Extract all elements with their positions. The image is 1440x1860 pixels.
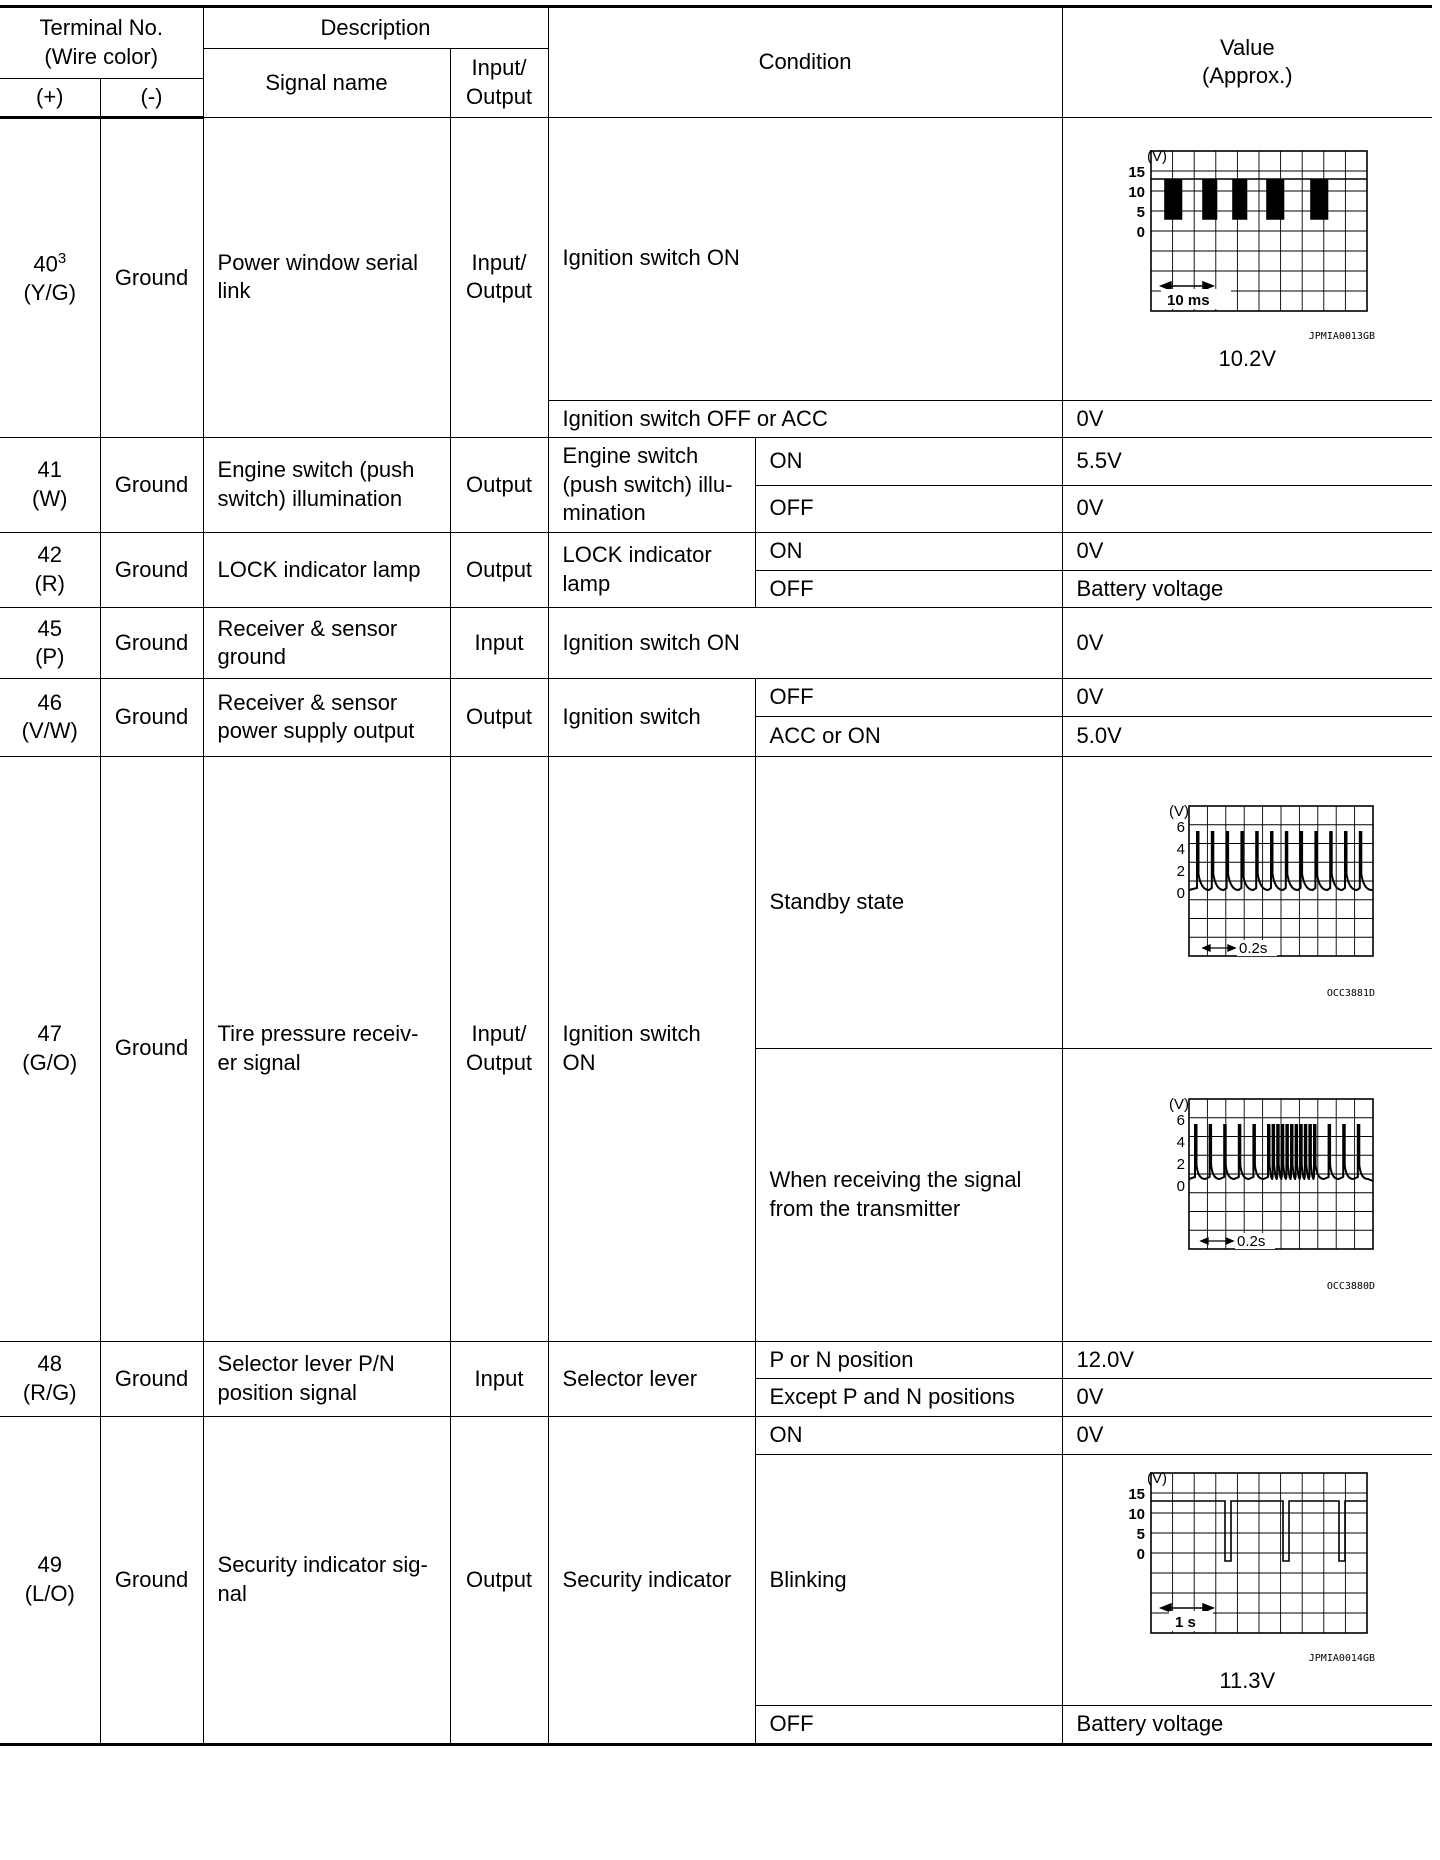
table-row xyxy=(0,1416,1432,1454)
terminal-ground: Ground xyxy=(100,1416,203,1744)
waveform-standby xyxy=(1117,802,1377,1002)
terminal-ground: Ground xyxy=(100,756,203,1341)
table-row xyxy=(0,532,1432,570)
tick-label: 15 xyxy=(1128,164,1146,182)
value-text: 11.3V xyxy=(1219,1667,1276,1693)
signal-trace xyxy=(1189,1125,1373,1181)
tick-label: 0 xyxy=(1136,1545,1146,1563)
timebase-label: 1 s xyxy=(1175,1613,1197,1631)
signal-name: Power window serial link xyxy=(203,117,450,438)
tick-label: 10 xyxy=(1128,184,1146,202)
figure-code: OCC3881D xyxy=(1327,988,1376,1000)
tick-label: 6 xyxy=(1176,819,1186,837)
value-text: 0V xyxy=(1062,679,1432,717)
condition: Ignition switch ON xyxy=(548,756,755,1341)
value-text: 0V xyxy=(1062,1379,1432,1417)
tick-label: 0 xyxy=(1176,885,1186,903)
value-text: 0V xyxy=(1062,485,1432,532)
tick-label: 2 xyxy=(1176,863,1186,881)
value-text: 5.0V xyxy=(1062,716,1432,756)
tick-label: 4 xyxy=(1176,1133,1186,1151)
value-text: Battery voltage xyxy=(1062,570,1432,608)
signal-name: Receiver & sensor ground xyxy=(203,608,450,679)
unit-label: (V) xyxy=(1147,1469,1168,1487)
input-output: Output xyxy=(450,438,548,533)
sub-condition: When receiving the signal from the transmitter xyxy=(755,1048,1062,1341)
unit-label: (V) xyxy=(1147,148,1168,166)
header-input-output: Input/ Output xyxy=(450,49,548,118)
condition: LOCK indicator lamp xyxy=(548,532,755,607)
terminal-number: $40^3$ (Y/G) xyxy=(0,117,100,438)
sub-condition: OFF xyxy=(755,679,1062,717)
header-terminal: Terminal No. (Wire color) xyxy=(0,7,203,79)
sub-condition: ON xyxy=(755,532,1062,570)
value-text: 5.5V xyxy=(1062,438,1432,485)
value-text: 0V xyxy=(1062,532,1432,570)
sub-condition: ACC or ON xyxy=(755,716,1062,756)
value-cell xyxy=(1062,117,1432,400)
waveform-blinking xyxy=(1117,1465,1377,1665)
table-row xyxy=(0,117,1432,400)
value-text: 0V xyxy=(1062,400,1432,438)
condition: Ignition switch OFF or ACC xyxy=(548,400,1062,438)
sub-condition: OFF xyxy=(755,485,1062,532)
input-output: Input/ Output xyxy=(450,756,548,1341)
sub-condition: P or N position xyxy=(755,1341,1062,1379)
signal-name: Security indicator sig-nal xyxy=(203,1416,450,1744)
condition: Engine switch (push switch) illu-mination xyxy=(548,438,755,533)
condition: Security indicator xyxy=(548,1416,755,1744)
timebase-label: 0.2s xyxy=(1237,1232,1266,1250)
value-cell xyxy=(1062,1454,1432,1706)
sub-condition: Except P and N positions xyxy=(755,1379,1062,1417)
tick-label: 0 xyxy=(1176,1177,1186,1195)
waveform-receiving xyxy=(1117,1095,1377,1295)
terminal-ground: Ground xyxy=(100,1341,203,1416)
value-text: Battery voltage xyxy=(1062,1706,1432,1745)
tick-label: 5 xyxy=(1136,1525,1146,1543)
tick-label: 4 xyxy=(1176,841,1186,859)
terminal-number: 45 (P) xyxy=(0,608,100,679)
figure-code: OCC3880D xyxy=(1327,1280,1376,1292)
signal-name: Selector lever P/N position signal xyxy=(203,1341,450,1416)
tick-label: 2 xyxy=(1176,1155,1186,1173)
header-plus: (+) xyxy=(0,79,100,118)
terminal-number: 49 (L/O) xyxy=(0,1416,100,1744)
header-condition: Condition xyxy=(548,7,1062,118)
header-signal-name: Signal name xyxy=(203,49,450,118)
condition: Ignition switch ON xyxy=(548,117,1062,400)
terminal-ground: Ground xyxy=(100,608,203,679)
tick-label: 15 xyxy=(1128,1485,1146,1503)
unit-label: (V) xyxy=(1169,1095,1190,1113)
waveform xyxy=(1077,796,1419,1008)
value-text: 0V xyxy=(1062,608,1432,679)
input-output: Input/ Output xyxy=(450,117,548,438)
table-row xyxy=(0,608,1432,679)
signal-name: LOCK indicator lamp xyxy=(203,532,450,607)
terminal-ground: Ground xyxy=(100,117,203,438)
condition: Ignition switch ON xyxy=(548,608,1062,679)
input-output: Input xyxy=(450,1341,548,1416)
header-minus: (-) xyxy=(100,79,203,118)
table-row xyxy=(0,679,1432,717)
terminal-number: 47 (G/O) xyxy=(0,756,100,1341)
waveform-serial-link xyxy=(1117,143,1377,343)
sub-condition: ON xyxy=(755,1416,1062,1454)
input-output: Output xyxy=(450,532,548,607)
value-text: 12.0V xyxy=(1062,1341,1432,1379)
figure-code: JPMIA0014GB xyxy=(1309,1652,1376,1664)
value-cell xyxy=(1062,1048,1432,1341)
terminal-ground: Ground xyxy=(100,532,203,607)
input-output: Output xyxy=(450,1416,548,1744)
sub-condition: Blinking xyxy=(755,1454,1062,1706)
tick-label: 6 xyxy=(1176,1111,1186,1129)
terminal-number: 42 (R) xyxy=(0,532,100,607)
signal-name: Tire pressure receiv-er signal xyxy=(203,756,450,1341)
condition: Selector lever xyxy=(548,1341,755,1416)
signal-name: Receiver & sensor power supply output xyxy=(203,679,450,757)
waveform xyxy=(1077,1089,1419,1301)
waveform xyxy=(1077,137,1419,380)
table-row xyxy=(0,438,1432,485)
terminal-ground: Ground xyxy=(100,679,203,757)
input-output: Input xyxy=(450,608,548,679)
sub-condition: ON xyxy=(755,438,1062,485)
timebase-label: 10 ms xyxy=(1167,292,1210,310)
value-cell xyxy=(1062,756,1432,1048)
value-text: 10.2V xyxy=(1218,346,1277,372)
header-description: Description xyxy=(203,7,548,49)
timebase-label: 0.2s xyxy=(1239,940,1268,958)
tick-label: 5 xyxy=(1136,204,1146,222)
terminal-number: 48 (R/G) xyxy=(0,1341,100,1416)
header-value: Value (Approx.) xyxy=(1062,7,1432,118)
unit-label: (V) xyxy=(1169,803,1190,821)
value-text: 0V xyxy=(1062,1416,1432,1454)
condition: Ignition switch xyxy=(548,679,755,757)
terminal-number: 46 (V/W) xyxy=(0,679,100,757)
terminal-spec-table xyxy=(0,5,1432,1746)
sub-condition: OFF xyxy=(755,1706,1062,1745)
input-output: Output xyxy=(450,679,548,757)
table-row xyxy=(0,756,1432,1048)
waveform xyxy=(1077,1459,1419,1702)
sub-condition: Standby state xyxy=(755,756,1062,1048)
terminal-ground: Ground xyxy=(100,438,203,533)
signal-name: Engine switch (push switch) illumination xyxy=(203,438,450,533)
sub-condition: OFF xyxy=(755,570,1062,608)
table-row xyxy=(0,1341,1432,1379)
tick-label: 10 xyxy=(1128,1505,1146,1523)
terminal-number: 41 (W) xyxy=(0,438,100,533)
tick-label: 0 xyxy=(1136,224,1146,242)
figure-code: JPMIA0013GB xyxy=(1309,331,1376,343)
